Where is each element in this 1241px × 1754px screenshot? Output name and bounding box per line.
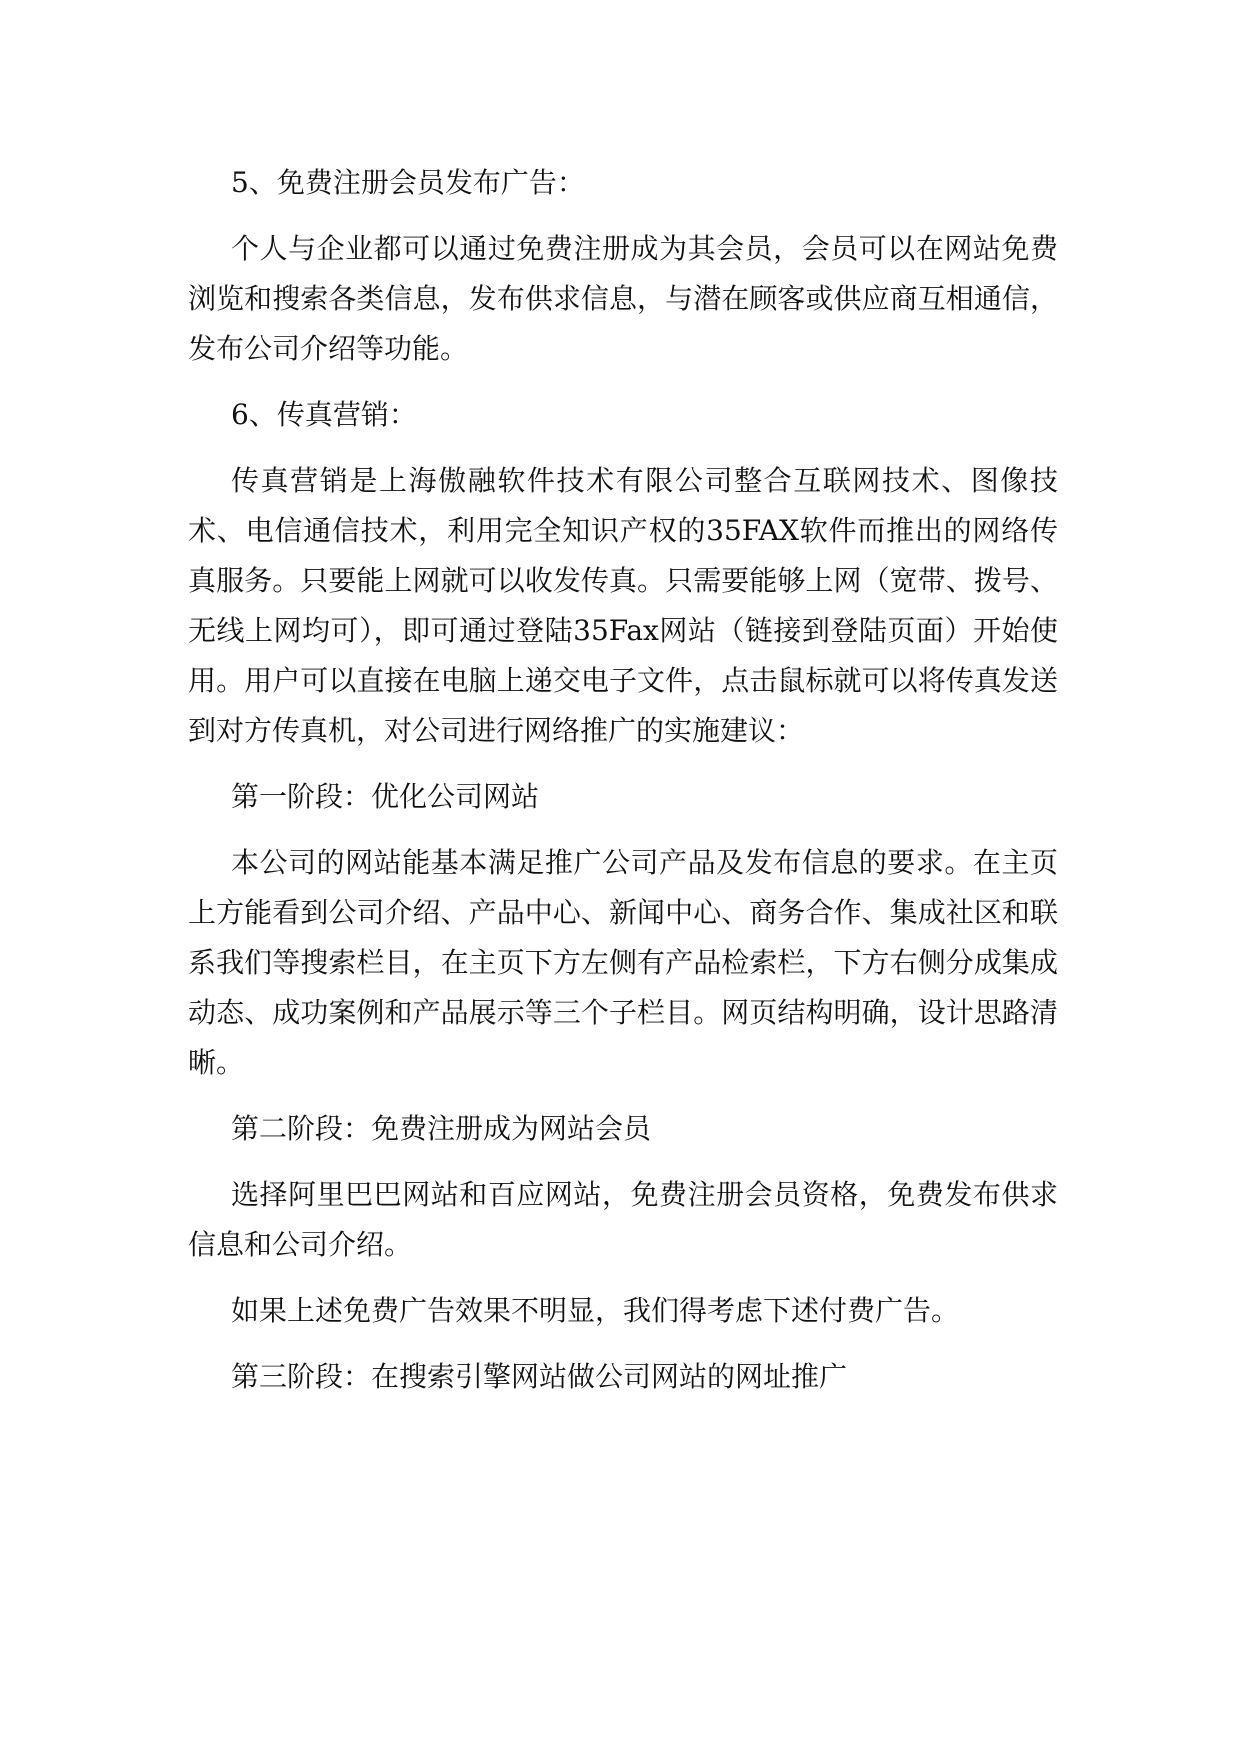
document-body: [188, 158, 1058, 1418]
paragraph-membership-description: 个人与企业都可以通过免费注册成为其会员，会员可以在网站免费浏览和搜索各类信息，发布供求信息，与潜在顾客或供应商互相通信，发布公司介绍等功能。: [188, 232, 1058, 365]
paragraph-paid-ads-note: 如果上述免费广告效果不明显，我们得考虑下述付费广告。: [231, 1294, 960, 1327]
stage-three-heading: 第三阶段：在搜索引擎网站做公司网站的网址推广: [231, 1360, 848, 1393]
stage-two-heading: 第二阶段：免费注册成为网站会员: [231, 1112, 652, 1145]
paragraph-stage-two-description: 选择阿里巴巴网站和百应网站，免费注册会员资格，免费发布供求信息和公司介绍。: [188, 1178, 1058, 1261]
section-heading-fax-marketing: 6、传真营销：: [231, 398, 417, 431]
paragraph-stage-one-description: 本公司的网站能基本满足推广公司产品及发布信息的要求。在主页上方能看到公司介绍、产品中心、新闻中心、商务合作、集成社区和联系我们等搜索栏目，在主页下方左侧有产品检索栏，下方右侧分成集成动态、成功案例和产品展示等三个子栏目。网页结构明确，设计思路清晰。: [188, 846, 1058, 1079]
paragraph-fax-marketing-description: 传真营销是上海傲融软件技术有限公司整合互联网技术、图像技术、电信通信技术，利用完全知识产权的35FAX软件而推出的网络传真服务。只要能上网就可以收发传真。只需要能够上网（宽带、拨号、无线上网均可），即可通过登陆35Fax网站（链接到登陆页面）开始使用。用户可以直接在电脑上递交电子文件，点击鼠标就可以将传真发送到对方传真机，对公司进行网络推广的实施建议：: [188, 464, 1058, 747]
section-heading-free-registration: 5、免费注册会员发布广告：: [231, 166, 585, 199]
stage-one-heading: 第一阶段：优化公司网站: [231, 780, 540, 813]
